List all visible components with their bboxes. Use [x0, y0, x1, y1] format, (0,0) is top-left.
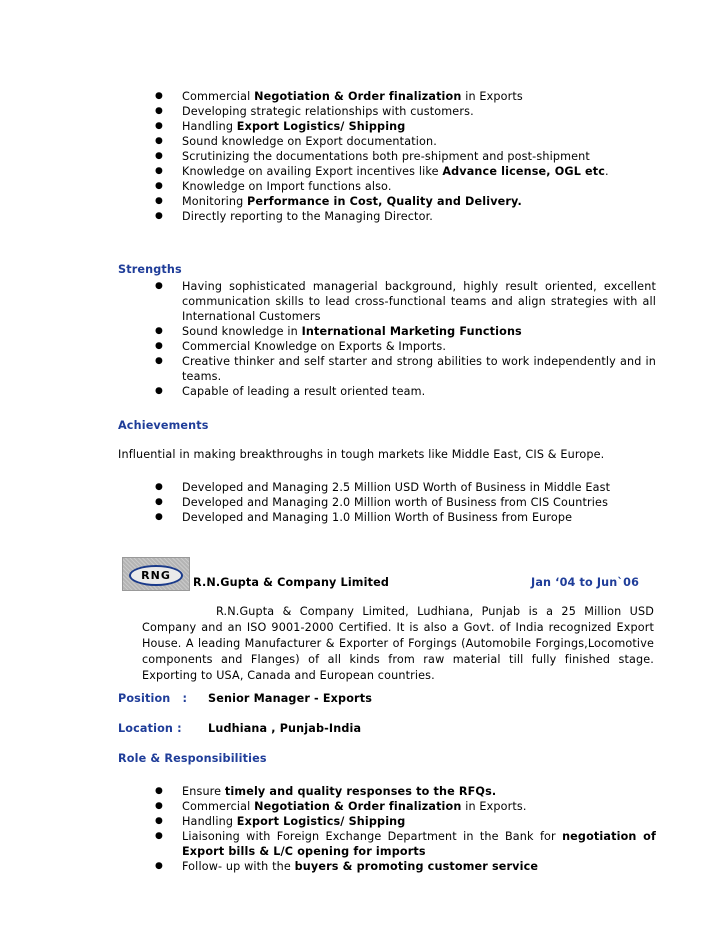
item-text: Follow- up with the [182, 860, 295, 873]
location-row [118, 722, 361, 735]
item-text: Directly reporting to the Managing Director. [182, 210, 433, 223]
roles-list [150, 784, 656, 874]
list-item [150, 179, 656, 194]
item-text: Having sophisticated managerial background, highly result oriented, excellent communication skills to lead cross-functional teams and align strategies with all International Customers [182, 280, 656, 323]
list-item [150, 495, 656, 510]
item-bold-text: Negotiation & Order finalization [254, 800, 462, 813]
list-item [150, 279, 656, 324]
list-item [150, 209, 656, 224]
item-text: Liaisoning with Foreign Exchange Department in the Bank for [182, 830, 563, 843]
list-item [150, 354, 656, 384]
item-text: Commercial Knowledge on Exports & Imports. [182, 340, 447, 353]
item-text: Capable of leading a result oriented team. [182, 385, 426, 398]
item-bold-text: Performance in Cost, Quality and Delivery. [247, 195, 522, 208]
company-description [142, 604, 654, 684]
item-text: Monitoring [182, 195, 248, 208]
location-label: Location : [118, 722, 182, 735]
company-name: R.N.Gupta & Company Limited [193, 576, 389, 589]
item-text: Sound knowledge in [182, 325, 302, 338]
item-bold-text: Export Logistics/ Shipping [236, 815, 406, 828]
list-item [150, 104, 656, 119]
list-item [150, 480, 656, 495]
item-bold-text: Negotiation & Order finalization [254, 90, 462, 103]
exports-duties-list [150, 89, 656, 224]
list-item [150, 119, 656, 134]
item-text: . [605, 165, 609, 178]
company-description-text: R.N.Gupta & Company Limited, Ludhiana, Punjab is a 25 Million USD Company and an ISO 9001-2000 Certified. It is also a Govt. of India recognized Export House. A leading Manufacturer & Exporter of Forgings (Automobile Forgings,Locomotive components and Flanges) of all kinds from raw material till fully finished stage. Exporting to USA, Canada and European countries. [142, 605, 654, 682]
item-bold-text: Advance license, OGL etc [442, 165, 606, 178]
list-item [150, 324, 656, 339]
item-text: Scrutinizing the documentations both pre-shipment and post-shipment [182, 150, 590, 163]
list-item [150, 814, 656, 829]
company-logo [122, 557, 190, 591]
achievements-intro: Influential in making breakthroughs in tough markets like Middle East, CIS & Europe. [118, 448, 605, 461]
achievements-heading: Achievements [118, 419, 209, 432]
item-text: in Exports. [461, 800, 527, 813]
item-text: Creative thinker and self starter and strong abilities to work independently and in teams. [182, 355, 656, 383]
item-text: Commercial [182, 800, 255, 813]
roles-heading: Role & Responsibilities [118, 752, 267, 765]
item-bold-text: timely and quality responses to the RFQs. [224, 785, 497, 798]
strengths-heading: Strengths [118, 263, 182, 276]
list-item [150, 510, 656, 525]
location-value: Ludhiana , Punjab-India [208, 722, 362, 735]
item-text: Developed and Managing 2.5 Million USD Worth of Business in Middle East [182, 481, 611, 494]
list-item [150, 384, 656, 399]
list-item [150, 194, 656, 209]
employment-dates: Jan ‘04 to Jun`06 [531, 576, 640, 589]
item-text: in Exports [461, 90, 523, 103]
list-item [150, 799, 656, 814]
list-item [150, 89, 656, 104]
item-bold-text: Export Logistics/ Shipping [236, 120, 406, 133]
item-text: Commercial [182, 90, 255, 103]
item-bold-text: International Marketing Functions [301, 325, 522, 338]
list-item [150, 829, 656, 859]
item-text: Handling [182, 815, 237, 828]
item-bold-text: negotiation of Export bills & L/C opening for imports [182, 830, 656, 858]
item-text: Developed and Managing 1.0 Million Worth of Business from Europe [182, 511, 573, 524]
achievements-list [150, 480, 656, 525]
strengths-list [150, 279, 656, 399]
item-text: Developing strategic relationships with customers. [182, 105, 474, 118]
company-logo-text: RNG [129, 565, 183, 586]
item-bold-text: buyers & promoting customer service [294, 860, 539, 873]
list-item [150, 339, 656, 354]
list-item [150, 784, 656, 799]
list-item [150, 149, 656, 164]
item-text: Knowledge on Import functions also. [182, 180, 392, 193]
item-text: Ensure [182, 785, 225, 798]
position-row [118, 692, 372, 705]
list-item [150, 164, 656, 179]
item-text: Handling [182, 120, 237, 133]
position-value: Senior Manager - Exports [208, 692, 373, 705]
list-item [150, 134, 656, 149]
item-text: Sound knowledge on Export documentation. [182, 135, 437, 148]
item-text: Knowledge on availing Export incentives like [182, 165, 443, 178]
item-text: Developed and Managing 2.0 Million worth of Business from CIS Countries [182, 496, 609, 509]
list-item [150, 859, 656, 874]
position-label: Position : [118, 692, 188, 705]
